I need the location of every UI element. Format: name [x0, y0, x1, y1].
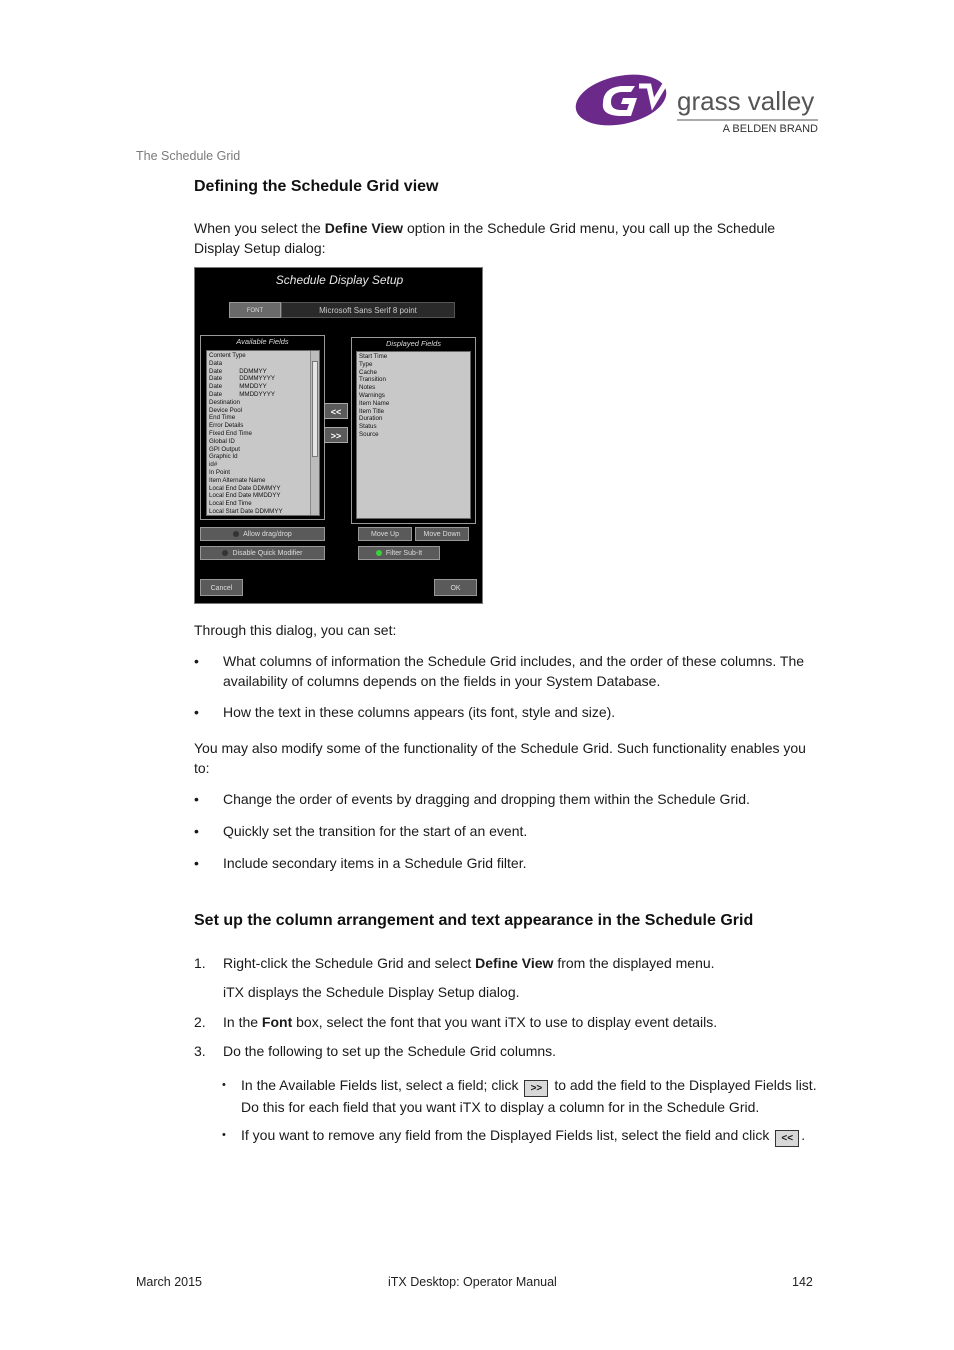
list-item[interactable]: Date MMDDYYYY [209, 390, 276, 398]
list-item[interactable]: id# [209, 461, 218, 469]
list-item[interactable]: Duration [359, 415, 383, 423]
list-item[interactable]: Cache [359, 368, 377, 376]
add-field-icon: >> [524, 1080, 548, 1097]
list-item[interactable]: Item Alternate Name [209, 476, 266, 484]
remove-field-icon: << [775, 1130, 799, 1147]
led-indicator [376, 550, 382, 556]
remove-field-button[interactable]: << [324, 403, 348, 419]
filter-sub-items-toggle[interactable]: Filter Sub-It [358, 546, 440, 560]
list-item[interactable]: In Point [209, 468, 230, 476]
dialog-title: Schedule Display Setup [275, 273, 404, 287]
grass-valley-logo [573, 70, 823, 140]
ok-button[interactable]: OK [434, 579, 477, 596]
list-item[interactable]: Content Type [209, 352, 246, 359]
footer-title: iTX Desktop: Operator Manual [388, 1275, 557, 1289]
list-item[interactable]: Source [359, 430, 379, 438]
list-item[interactable]: Item Name [359, 399, 390, 407]
list-item[interactable]: Start Time [359, 353, 388, 360]
font-value: Microsoft Sans Serif 8 point [281, 302, 455, 318]
led-indicator [233, 531, 239, 537]
list-item[interactable]: Global ID [209, 437, 235, 445]
list-item[interactable]: Date MMDDYY [209, 383, 267, 391]
intro-paragraph: When you select the Define View option in the Schedule Grid menu, you call up the Schedule Display Setup dialog: [194, 220, 776, 256]
list-item[interactable]: Local End Time [209, 500, 252, 508]
list-item[interactable]: Data [209, 359, 223, 367]
list-item[interactable]: Notes [359, 384, 376, 392]
move-down-button[interactable]: Move Down [415, 527, 469, 541]
list-item[interactable]: Item Title [359, 407, 385, 415]
running-head: The Schedule Grid [136, 149, 241, 163]
list-item[interactable]: Date DDMMYY [209, 367, 267, 375]
footer-page-number: 142 [792, 1275, 813, 1289]
allow-drag-drop-toggle[interactable]: Allow drag/drop [200, 527, 325, 541]
list-item[interactable]: Error Details [209, 422, 244, 430]
modify-paragraph: You may also modify some of the functionality of the Schedule Grid. Such functionality enables you to: [194, 740, 806, 776]
available-fields-title: Available Fields [236, 337, 289, 346]
list-item[interactable]: Device Pool [209, 406, 243, 414]
list-item[interactable]: Transition [359, 376, 386, 384]
section-heading: Defining the Schedule Grid view [194, 178, 439, 195]
disable-quick-modifier-toggle[interactable]: Disable Quick Modifier [200, 546, 325, 560]
list-item[interactable]: GPI Output [209, 445, 240, 453]
list-item[interactable]: Local End Date MMDDYY [209, 492, 281, 500]
list-item[interactable]: Date DDMMYYYY [209, 375, 276, 383]
list-item[interactable]: Local End Date DDMMYY [209, 484, 281, 492]
list-item[interactable]: Warnings [359, 391, 385, 399]
available-fields-list[interactable] [206, 350, 320, 516]
list-item[interactable]: Status [359, 423, 377, 431]
available-fields-panel [200, 335, 325, 520]
procedure-heading: Set up the column arrangement and text appearance in the Schedule Grid [194, 912, 754, 929]
scrollbar[interactable] [310, 351, 319, 515]
list-item[interactable]: End Time [209, 414, 236, 422]
through-paragraph: Through this dialog, you can set: [194, 622, 397, 638]
displayed-fields-list[interactable] [356, 351, 471, 519]
displayed-fields-panel [351, 337, 476, 524]
list-item[interactable]: Type [359, 360, 373, 368]
footer-date: March 2015 [136, 1275, 203, 1289]
led-indicator [222, 550, 228, 556]
displayed-fields-title: Displayed Fields [385, 339, 442, 348]
svg-text:grass valley: grass valley [677, 86, 815, 116]
list-item[interactable]: Graphic Id [209, 453, 238, 461]
scroll-thumb[interactable] [312, 361, 318, 457]
svg-text:A BELDEN BRAND: A BELDEN BRAND [722, 123, 818, 135]
list-item[interactable]: Local Start Date DDMMYY [209, 507, 283, 515]
list-item[interactable]: Destination [209, 398, 240, 406]
cancel-button[interactable]: Cancel [200, 579, 243, 596]
list-item[interactable]: Fixed End Time [209, 429, 252, 437]
move-up-button[interactable]: Move Up [358, 527, 412, 541]
font-button[interactable]: FONT [229, 302, 281, 318]
schedule-display-setup-dialog [194, 267, 483, 604]
add-field-button[interactable]: >> [324, 427, 348, 443]
